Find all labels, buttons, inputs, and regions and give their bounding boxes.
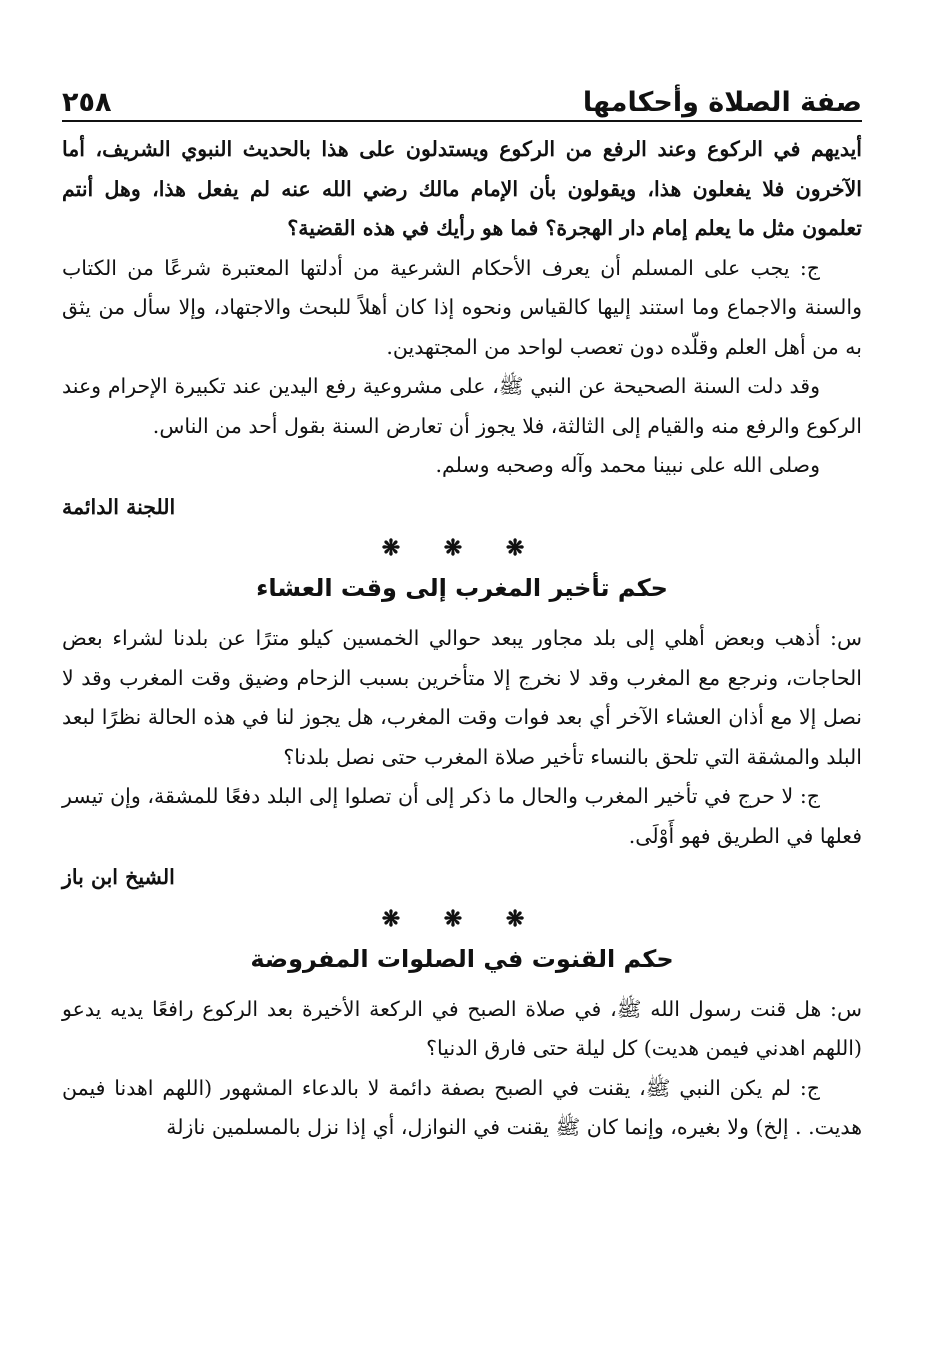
signature-ibn-baz: الشيخ ابن باز bbox=[62, 865, 175, 889]
answer-paragraph: ج: لا حرج في تأخير المغرب والحال ما ذكر إلى أن تصلوا إلى البلد دفعًا للمشقة، وإن تيسر فعلها في الطريق فهو أَوْلَى. bbox=[62, 784, 862, 848]
answer-paragraph-2: وقد دلت السنة الصحيحة عن النبي ﷺ، على مشروعية رفع اليدين عند تكبيرة الإحرام وعند الركوع والرفع منه والقيام إلى الثالثة، فلا يجوز أن تعارض السنة بقول أحد من الناس. bbox=[62, 374, 862, 438]
running-header-title: صفة الصلاة وأحكامها bbox=[582, 87, 862, 118]
running-header bbox=[62, 78, 862, 122]
answer-paragraph: ج: يجب على المسلم أن يعرف الأحكام الشرعية من أدلتها المعتبرة شرعًا من الكتاب والسنة والاجماع وما استند إليها كالقياس ونحوه إذا كان أهلاً للبحث والاجتهاد، وإلا سأل من يثق به من أهل العلم وقلّده دون تعصب لواحد من المجتهدين. bbox=[62, 255, 862, 359]
section-heading-maghrib: حكم تأخير المغرب إلى وقت العشاء bbox=[256, 574, 668, 602]
section-divider: ❋ ❋ ❋ bbox=[381, 905, 543, 932]
closing-salutation: وصلى الله على نبينا محمد وآله وصحبه وسلم. bbox=[435, 453, 820, 477]
question-paragraph: س: أذهب وبعض أهلي إلى بلد مجاور يبعد حوالي الخمسين كيلو مترًا عن بلدنا لشراء بعض الحاجات، ونرجع مع المغرب وقد لا نخرج إلا متأخرين بسبب الزحام وضيق وقت المغرب وقد لا نصل إلا مع أذان العشاء الآخر أي بعد فوات وقت المغرب، هل يجوز لنا في هذه الحالة نظرًا لبعد البلد والمشقة التي تلحق بالنساء تأخير صلاة المغرب حتى نصل بلدنا؟ bbox=[62, 626, 862, 769]
question-paragraph: س: هل قنت رسول الله ﷺ، في صلاة الصبح في الركعة الأخيرة بعد الركوع رافعًا يديه يدعو (اللهم اهدني فيمن هديت) كل ليلة حتى فارق الدنيا؟ bbox=[62, 996, 862, 1060]
question-continuation: أيديهم في الركوع وعند الرفع من الركوع ويستدلون على هذا بالحديث النبوي الشريف، أما الآخرون فلا يفعلون هذا، ويقولون بأن الإمام مالك رضي الله عنه لم يفعل هذا، وهل أنتم تعلمون مثل ما يعلم إمام دار الهجرة؟ فما هو رأيك في هذه القضية؟ bbox=[62, 137, 862, 240]
section-divider: ❋ ❋ ❋ bbox=[381, 535, 543, 561]
book-page bbox=[62, 78, 862, 1148]
signature-permanent-committee: اللجنة الدائمة bbox=[62, 494, 176, 519]
section-heading-qunut: حكم القنوت في الصلوات المفروضة bbox=[250, 944, 674, 973]
page-number: ٢٥٨ bbox=[62, 87, 112, 118]
answer-paragraph: ج: لم يكن النبي ﷺ، يقنت في الصبح بصفة دائمة لا بالدعاء المشهور (اللهم اهدنا فيمن هديت. . إلخ) ولا بغيره، وإنما كان ﷺ يقنت في النوازل، أي إذا نزل بالمسلمين نازلة bbox=[62, 1075, 862, 1139]
